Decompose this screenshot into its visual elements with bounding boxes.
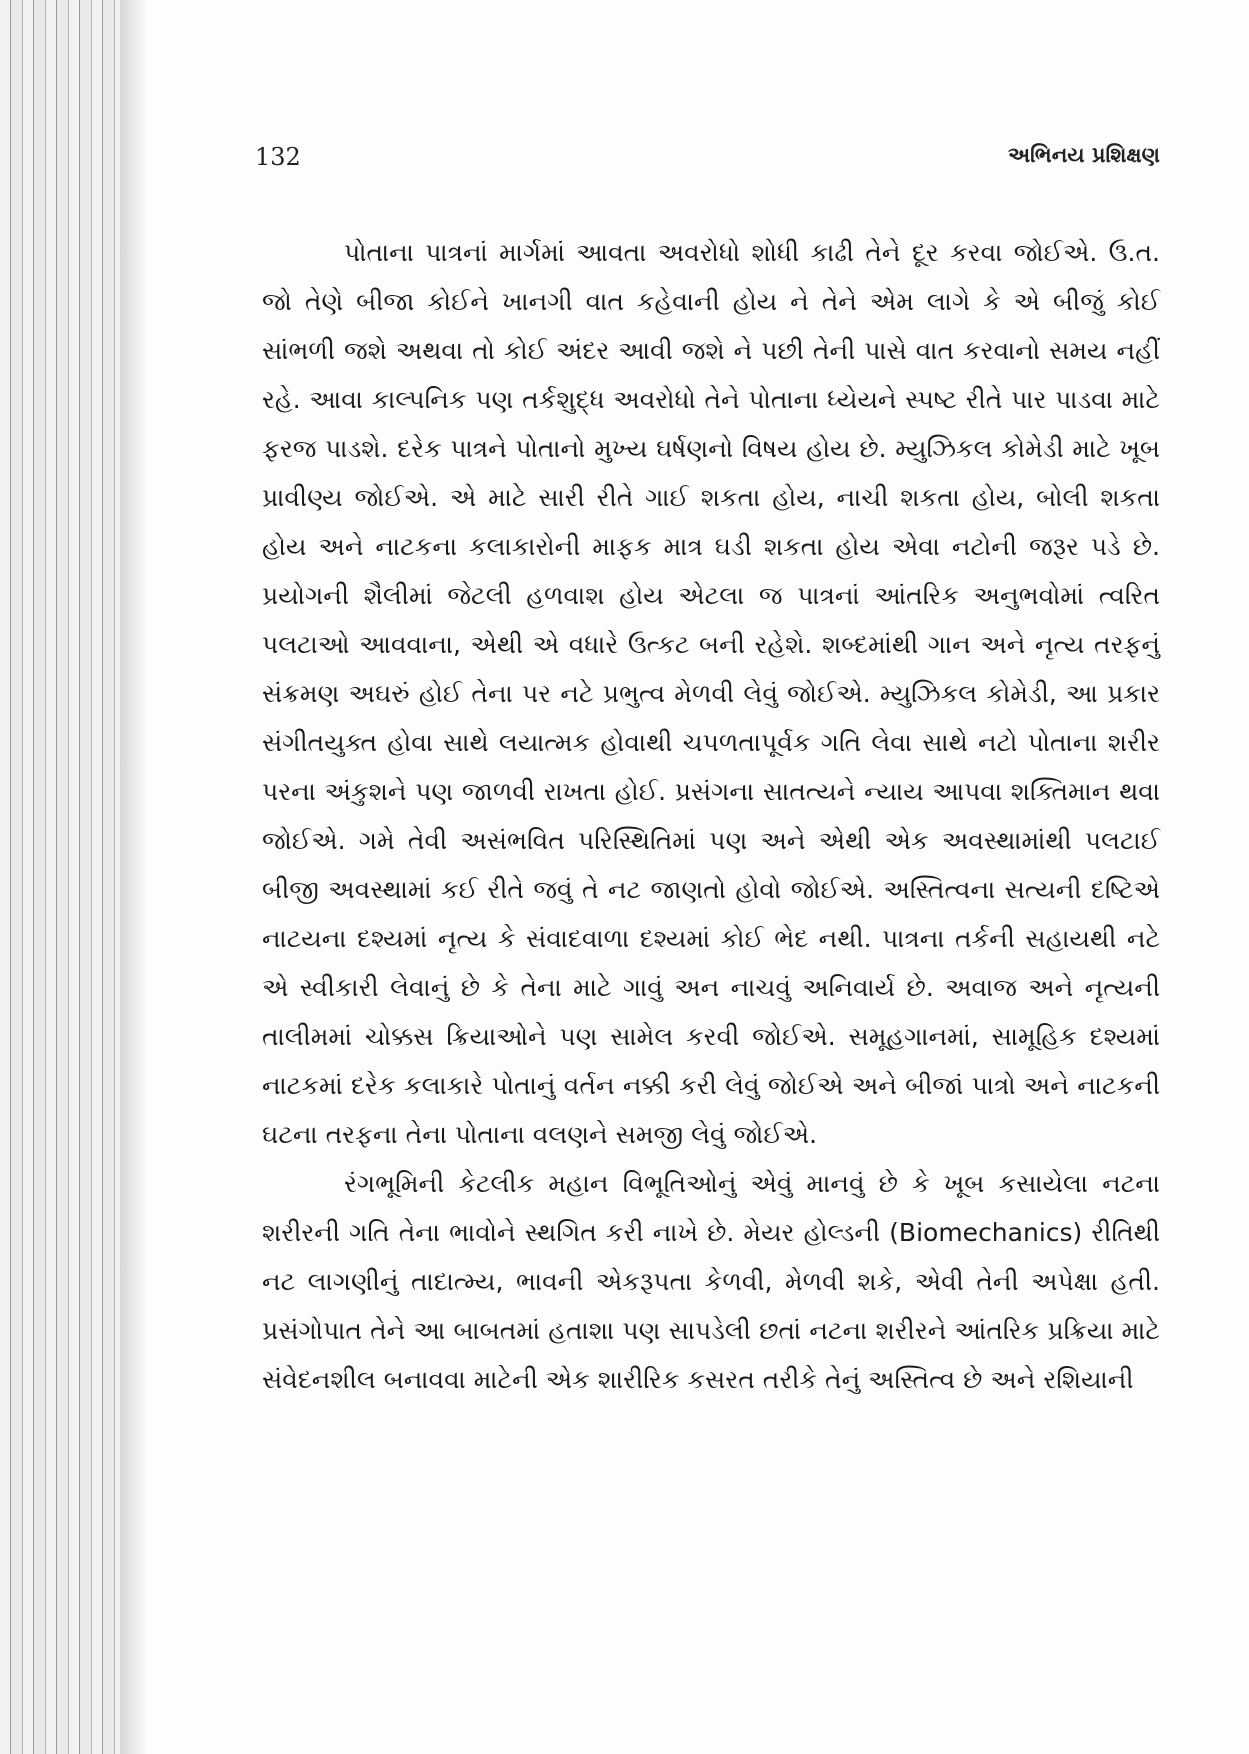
paragraph-1: પોતાના પાત્રનાં માર્ગમાં આવતા અવરોધો શોધી કાઢી તેને દૂર કરવા જોઈએ. ઉ.ત. જો તેણે બીજા કોઈને ખાનગી વાત કહેવાની હોય ને તેને એમ લાગે કે એ બીજું કોઈ સાંભળી જશે અથવા તો કોઈ અંદર આવી જશે ને પછી તેની પાસે વાત કરવાનો સમય નહીં રહે. આવા કાલ્પનિક પણ તર્કશુદ્ધ અવરોધો તેને પોતાના ધ્યેયને સ્પષ્ટ રીતે પાર પાડવા માટે ફરજ પાડશે. દરેક પાત્રને પોતાનો મુખ્ય ઘર્ષણનો વિષય હોય છે. મ્યુઝિકલ કોમેડી માટે ખૂબ પ્રાવીણ્ય જોઈએ. એ માટે સારી રીતે ગાઈ શકતા હોય, નાચી શકતા હોય, બોલી શકતા હોય અને નાટકના કલાકારોની માફક માત્ર ઘડી શકતા હોય એવા નટોની જરૂર પડે છે. પ્રયોગની શૈલીમાં જેટલી હળવાશ હોય એટલા જ પાત્રનાં આંતરિક અનુભવોમાં ત્વરિત પલટાઓ આવવાના, એથી એ વધારે ઉત્કટ બની રહેશે. શબ્દમાંથી ગાન અને નૃત્ય તરફનું સંક્રમણ અઘરું હોઈ તેના પર નટે પ્રભુત્વ મેળવી લેવું જોઈએ. મ્યુઝિકલ કોમેડી, આ પ્રકાર સંગીતયુક્ત હોવા સાથે લયાત્મક હોવાથી ચપળતાપૂર્વક ગતિ લેવા સાથે નટો પોતાના શરીર પરના અંકુશને પણ જાળવી રાખતા હોઈ. પ્રસંગના સાતત્યને ન્યાય આપવા શક્તિમાન થવા જોઈએ. ગમે તેવી અસંભવિત પરિસ્થિતિમાં પણ અને એથી એક અવસ્થામાંથી પલટાઈ બીજી અવસ્થામાં કઈ રીતે જવું તે નટ જાણતો હોવો જોઈએ. અસ્તિત્વના સત્યની દષ્ટિએ નાટયના દશ્યમાં નૃત્ય કે સંવાદવાળા દશ્યમાં કોઈ ભેદ નથી. પાત્રના તર્કની સહાયથી નટે એ સ્વીકારી લેવાનું છે કે તેના માટે ગાવું અન નાચવું અનિવાર્ય છે. અવાજ અને નૃત્યની તાલીમમાં ચોક્કસ ક્રિયાઓને પણ સામેલ કરવી જોઈએ. સમૂહગાનમાં, સામૂહિક દશ્યમાં નાટકમાં દરેક કલાકારે પોતાનું વર્તન નક્કી કરી લેવું જોઈએ અને બીજાં પાત્રો અને નાટકની ઘટના તરફના તેના પોતાના વલણને સમજી લેવું જોઈએ.	[262, 238, 1160, 1149]
paragraph-2: રંગભૂમિની કેટલીક મહાન વિભૂતિઓનું એવું માનવું છે કે ખૂબ કસાયેલા નટના શરીરની ગતિ તેના ભાવોને સ્થગિત કરી નાખે છે. મેયર હોલ્ડની (Biomechanics) રીતિથી નટ લાગણીનું તાદાત્મ્ય, ભાવની એકરૂપતા કેળવી, મેળવી શકે, એવી તેની અપેક્ષા હતી. પ્રસંગોપાત તેને આ બાબતમાં હતાશા પણ સાપડેલી છતાં નટના શરીરને આંતરિક પ્રક્રિયા માટે સંવેદનશીલ બનાવવા માટેની એક શારીરિક કસરત તરીકે તેનું અસ્તિત્વ છે અને રશિયાની	[262, 1169, 1160, 1394]
page-number: 132	[255, 143, 301, 171]
running-head: અભિનય પ્રશિક્ષણ	[1008, 143, 1160, 167]
page-header	[255, 143, 1160, 183]
page-edges	[0, 0, 150, 1754]
body-text	[262, 228, 1160, 1404]
